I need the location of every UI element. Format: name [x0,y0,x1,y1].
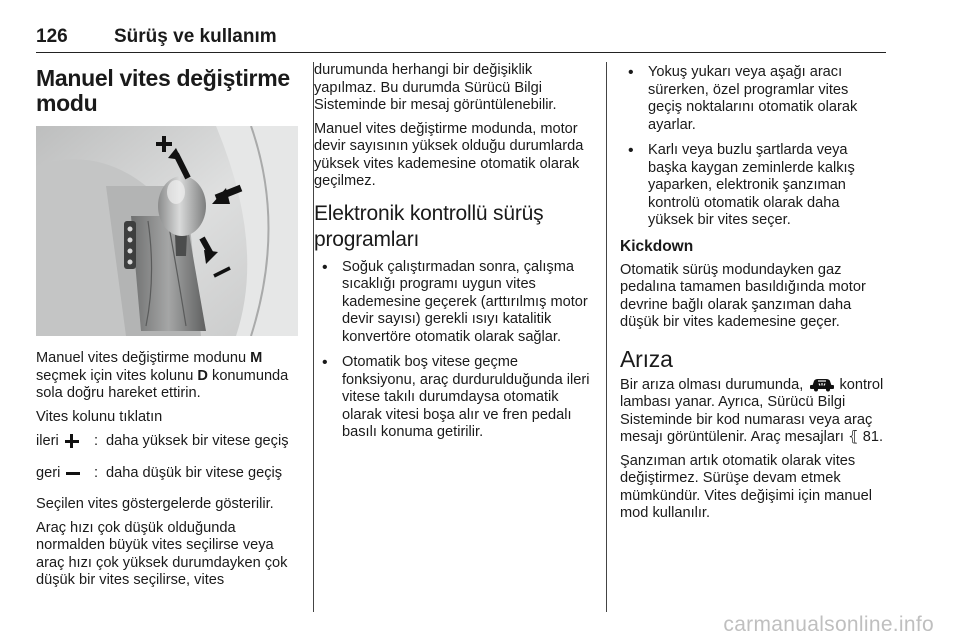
minus-icon [66,472,80,475]
page-header [36,20,886,53]
paragraph-tap-lever: Vites kolunu tıklatın [36,408,163,425]
section-heading-kickdown: Kickdown [620,237,694,255]
chapter-title: Sürüş ve kullanım [114,26,277,47]
watermark-text: carmanualsonline.info [723,613,934,636]
forward-shift-row: ileri : daha yüksek bir vitese geçiş [36,433,289,449]
list-item: • Yokuş yukarı veya aşağı aracı sürerken, özel programlar vites geçiş noktalarını otomatik olarak ayarlar. [620,64,886,134]
paragraph-no-upshift: Manuel vites değiştirme modunda, motor devir sayısının yüksek olduğu durumlarda yüksek vites kademesine otomatik olarak geçilmez. [314,120,584,189]
gear-lever-illustration [36,126,298,336]
paragraph-kickdown: Otomatik sürüş modundayken gaz pedalına tamamen basıldığında motor devrine bağlı olarak şanzıman daha düşük bir vites kademesine geçer. [620,261,866,330]
column-divider-2 [606,62,607,612]
gear-lever-image [36,126,298,336]
section-heading-electronic-programs: Elektronik kontrollü sürüş programları [314,201,544,251]
page-reference-icon: ⦃ [847,429,859,445]
paragraph-gear-display: Seçilen vites göstergelerde gösterilir. [36,496,274,512]
back-shift-row: geri : daha düşük bir vitese geçiş [36,465,283,481]
list-item: • Otomatik boş vitese geçme fonksiyonu, araç durdurulduğunda ileri vitese takılı durumdaysa otomatik olarak vitesi boşa alır ve fren pedalı basılı konuma getirilir. [314,354,590,442]
column-2 [314,62,590,450]
mode-letter-d: D [197,367,208,384]
paragraph-no-change: durumunda herhangi bir değişiklik yapılmaz. Bu durumda Sürücü Bilgi Sisteminde bir mesaj görüntülenebilir. [314,62,557,113]
section-heading-manual-mode: Manuel vites değiştirme modu [36,65,290,116]
paragraph-speed-warning: Araç hızı çok düşük olduğunda normalden büyük vites seçilirse veya araç hızı çok yüksek durumdayken çok düşük bir vites seçilirse, vites [36,519,288,588]
column-3 [620,62,886,529]
paragraph-select-manual-mode: Manuel vites değiştirme modunu M seçmek için vites kolunu D konumunda sola doğru hareket ettirin. [36,350,289,401]
program-bullet-list [314,259,590,442]
section-heading-fault: Arıza [620,345,673,372]
list-item: • Karlı veya buzlu şartlarda veya başka kaygan zeminlerde kalkış yaparken, elektronik şanzıman kontrolü otomatik olarak daha yüksek bir vites seçer. [620,142,886,230]
paragraph-no-auto-shift: Şanzıman artık otomatik olarak vites değiştirmez. Sürüşe devam etmek mümkündür. Vites değişimi için manuel mod kullanılır. [620,452,872,521]
mode-letter-m: M [250,350,263,366]
paragraph-fault: Bir arıza olması durumunda, kontrol lambası yanar. Ayrıca, Sürücü Bilgi Sisteminde bir kod numarası veya araç mesajı görüntülenir. Araç mesajları ⦃ 81. [620,376,884,445]
column-1 [36,62,298,596]
program-bullet-list-cont [620,64,886,230]
page-number: 126 [36,26,68,47]
back-shift-description: daha düşük bir vitese geçiş [106,465,283,481]
transmission-warning-icon [809,376,835,392]
forward-shift-description: daha yüksek bir vitese geçiş [106,433,289,449]
list-item: • Soğuk çalıştırmadan sonra, çalışma sıcaklığı programı uygun vites kademesine geçerek (arttırılmış motor devir sayısı) gerekli ısıyı katalitik konvertöre otomatik olarak sağlar. [314,259,590,347]
plus-icon [65,434,79,448]
